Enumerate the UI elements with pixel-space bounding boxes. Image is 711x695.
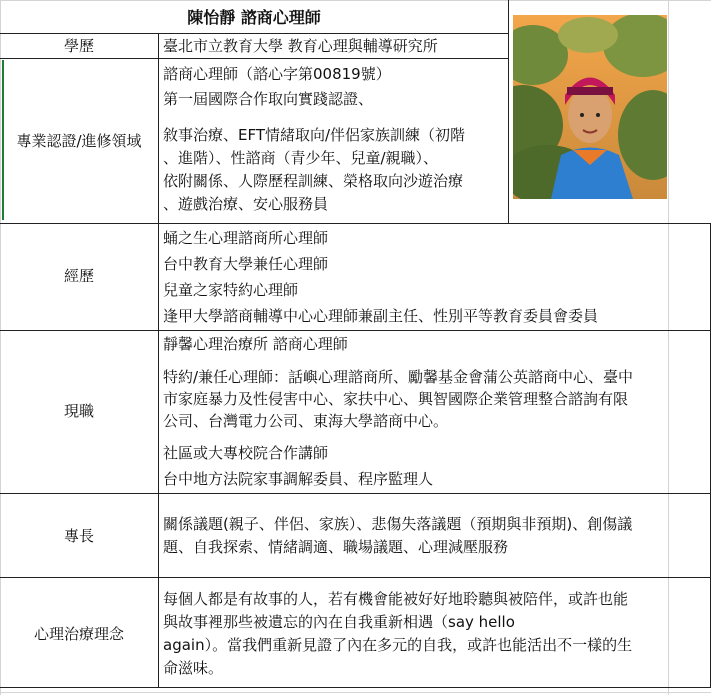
certification-line: 第一屆國際合作取向實踐認證、 — [163, 90, 374, 108]
specialty-label: 專長 — [63, 527, 94, 545]
philosophy-line: again）。當我們重新見證了內在多元的自我，或許也能活出不一樣的生 — [163, 636, 633, 654]
column-divider — [508, 0, 509, 224]
current-position-label: 現職 — [63, 402, 94, 420]
row-divider — [0, 493, 711, 494]
current-position-line: 靜馨心理治療所 諮商心理師 — [163, 335, 348, 353]
column-divider — [158, 33, 159, 688]
row-divider — [0, 577, 711, 578]
philosophy-line: 每個人都是有故事的人，若有機會能被好好地聆聽與被陪伴，或許也能 — [163, 590, 629, 608]
row-divider — [0, 33, 508, 34]
education-value: 臺北市立教育大學 教育心理與輔導研究所 — [163, 37, 438, 55]
current-position-line: 特約/兼任心理師：話嶼心理諮商所、勵馨基金會蒲公英諮商中心、臺中 — [163, 368, 634, 386]
row-divider — [0, 330, 711, 331]
experience-line: 逢甲大學諮商輔導中心心理師兼副主任、性別平等教育委員會委員 — [163, 307, 599, 325]
certification-label: 專業認證/進修領域 — [16, 132, 142, 150]
certification-line: 、遊戲治療、安心服務員 — [163, 195, 329, 213]
sheet-gridline — [0, 0, 1, 695]
philosophy-label: 心理治療理念 — [33, 625, 124, 643]
education-label: 學歷 — [63, 37, 94, 55]
current-position-line: 社區或大專校院合作講師 — [163, 444, 329, 462]
specialty-line: 關係議題(親子、伴侶、家族）、悲傷失落議題（預期與非預期)、創傷議 — [163, 515, 633, 533]
current-position-line: 公司、台灣電力公司、東海大學諮商中心。 — [163, 412, 449, 430]
portrait-photo — [513, 15, 667, 199]
experience-line: 台中教育大學兼任心理師 — [163, 255, 329, 273]
certification-line: 、進階）、性諮商（青少年、兒童/親職）、 — [163, 149, 439, 167]
sheet-gridline — [0, 0, 711, 1]
row-divider — [0, 223, 711, 224]
experience-line: 兒童之家特約心理師 — [163, 281, 299, 299]
current-position-line: 台中地方法院家事調解委員、程序監理人 — [163, 470, 434, 488]
certification-line: 諮商心理師（諮心字第00819號） — [163, 65, 391, 83]
experience-label: 經歷 — [63, 267, 94, 285]
certification-line: 依附關係、人際歷程訓練、榮格取向沙遊治療 — [163, 172, 464, 190]
sheet-gridline — [0, 692, 711, 693]
row-divider — [0, 687, 711, 688]
row-divider — [0, 58, 508, 59]
page-title: 陳怡靜 諮商心理師 — [187, 8, 321, 27]
philosophy-line: 與故事裡那些被遺忘的內在自我重新相遇（say hello — [163, 613, 515, 631]
current-position-line: 市家庭暴力及性侵害中心、家扶中心、興智國際企業管理整合諮詢有限 — [163, 390, 629, 408]
specialty-line: 題、自我探索、情緒調適、職場議題、心理減壓服務 — [163, 538, 509, 556]
philosophy-line: 命滋味。 — [163, 659, 224, 677]
experience-line: 蛹之生心理諮商所心理師 — [163, 229, 329, 247]
certification-line: 敘事治療、EFT情緒取向/伴侶家族訓練（初階 — [163, 126, 466, 144]
